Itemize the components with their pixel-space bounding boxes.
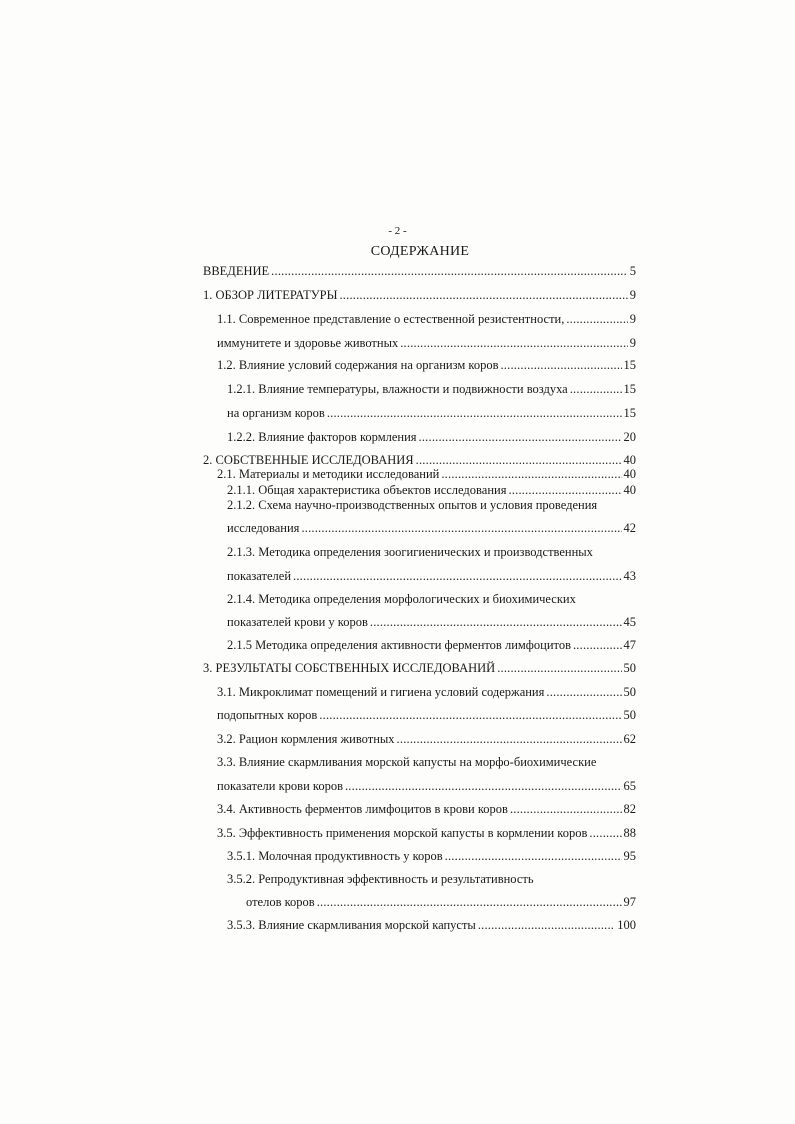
toc-entry: 3.5.1. Молочная продуктивность у коров ..... 95 xyxy=(227,847,636,865)
toc-entry: 1.2.1. Влияние температуры, влажности и подвижности воздуха ..... 15 xyxy=(227,380,636,398)
toc-entry: показатели крови коров ..... 65 xyxy=(217,777,636,795)
toc-title: СОДЕРЖАНИЕ xyxy=(370,244,470,259)
toc-entry: 3.1. Микроклимат помещений и гигиена условий содержания ..... 50 xyxy=(217,683,636,701)
toc-entry: 2.1.4. Методика определения морфологических и биохимических xyxy=(227,592,576,606)
toc-entry: 2.1. Материалы и методики исследований ..... 40 xyxy=(217,465,636,483)
toc-entry: 2. СОБСТВЕННЫЕ ИССЛЕДОВАНИЯ ..... 40 xyxy=(203,451,636,469)
toc-entry: отелов коров ..... 97 xyxy=(246,893,636,911)
toc-entry: на организм коров ..... 15 xyxy=(227,404,636,422)
toc-entry: 3.5.2. Репродуктивная эффективность и результативность xyxy=(227,872,534,886)
toc-entry: 1. ОБЗОР ЛИТЕРАТУРЫ ..... 9 xyxy=(203,286,636,304)
toc-entry: показателей ..... 43 xyxy=(227,567,636,585)
toc-entry: 1.2. Влияние условий содержания на организм коров ..... 15 xyxy=(217,356,636,374)
toc-entry: 3.3. Влияние скармливания морской капусты на морфо-биохимические xyxy=(217,755,597,769)
toc-entry: 1.2.2. Влияние факторов кормления ..... 20 xyxy=(227,428,636,446)
toc-entry: показателей крови у коров ..... 45 xyxy=(227,613,636,631)
toc-entry: 1.1. Современное представление о естественной резистентности, ..... 9 xyxy=(217,310,636,328)
toc-entry: подопытных коров ..... 50 xyxy=(217,706,636,724)
page-number: - 2 - xyxy=(388,225,407,237)
toc-entry: исследования ..... 42 xyxy=(227,519,636,537)
toc-entry: 2.1.1. Общая характеристика объектов исследования ..... 40 xyxy=(227,481,636,499)
toc-entry: 3. РЕЗУЛЬТАТЫ СОБСТВЕННЫХ ИССЛЕДОВАНИЙ ..... 50 xyxy=(203,659,636,677)
toc-entry: 3.2. Рацион кормления животных ..... 62 xyxy=(217,730,636,748)
toc-entry: 3.4. Активность ферментов лимфоцитов в крови коров ..... 82 xyxy=(217,800,636,818)
toc-entry: 2.1.5 Методика определения активности ферментов лимфоцитов ..... 47 xyxy=(227,636,636,654)
toc-entry: 2.1.2. Схема научно-производственных опытов и условия проведения xyxy=(227,498,598,512)
toc-entry: 3.5.3. Влияние скармливания морской капусты ..... 100 xyxy=(227,916,636,934)
toc-entry: 2.1.3. Методика определения зоогигиенических и производственных xyxy=(227,545,593,559)
toc-entry: 3.5. Эффективность применения морской капусты в кормлении коров ..... 88 xyxy=(217,824,636,842)
toc-entry: иммунитете и здоровье животных ..... 9 xyxy=(217,334,636,352)
toc-entry: ВВЕДЕНИЕ ..... 5 xyxy=(203,262,636,280)
